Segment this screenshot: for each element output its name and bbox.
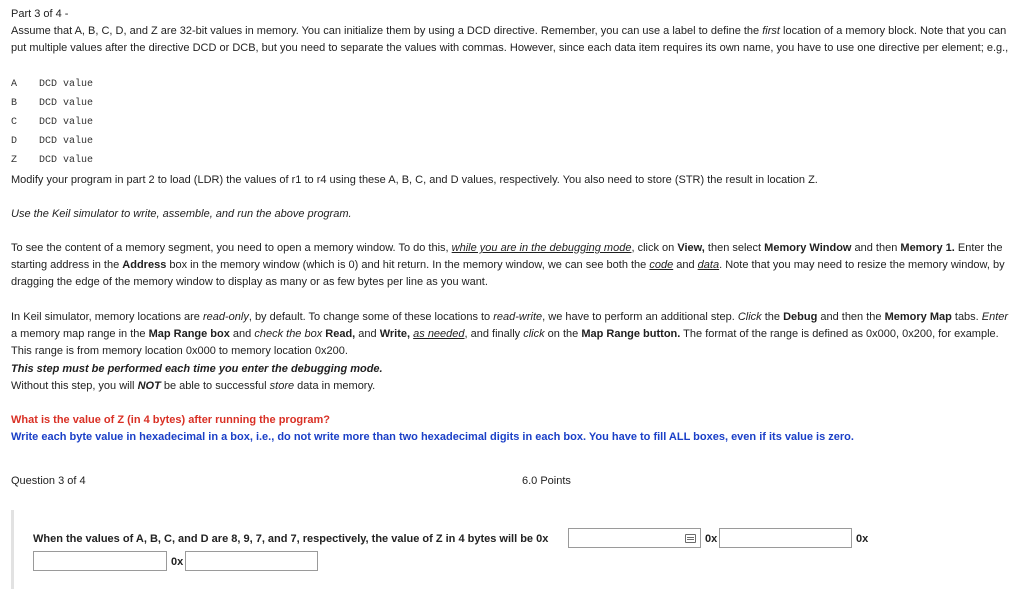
keyboard-icon[interactable] (685, 534, 696, 543)
question-number: Question 3 of 4 (11, 475, 86, 487)
byte-input-1[interactable] (568, 528, 701, 548)
hex-prefix: 0x (856, 533, 869, 545)
question-prompt: What is the value of Z (in 4 bytes) after running the program? (11, 414, 331, 426)
code-line: B DCD value (11, 98, 94, 109)
memory-map-paragraph: In Keil simulator, memory locations are read-only, by default. To change some of these locations to read-write, we have to perform an additional step. Click the Debug and then the Memory Map tabs. Enter a memory map range in the Map Range box and check the box Read, and Write, as needed, and finally click on the Map Range button. The format of the range is defined as 0x000, 0x200, for example. This range is from memory location 0x000 to memory location 0x200. (11, 311, 1009, 357)
keil-instruction: Use the Keil simulator to write, assemble, and run the above program. (11, 208, 352, 220)
step-note: This step must be performed each time you enter the debugging mode. (11, 363, 383, 375)
byte-input-2[interactable] (719, 528, 852, 548)
byte-input-3[interactable] (33, 551, 167, 571)
code-line: A DCD value (11, 79, 94, 90)
answer-instructions: Write each byte value in hexadecimal in a box, i.e., do not write more than two hexadecimal digits in each box. You have to fill ALL boxes, even if its value is zero. (11, 431, 854, 443)
answer-prompt: When the values of A, B, C, and D are 8, 9, 7, and 7, respectively, the value of Z in 4 bytes will be 0x (33, 533, 549, 545)
code-line: C DCD value (11, 117, 94, 128)
code-line: Z DCD value (11, 155, 94, 166)
code-line: D DCD value (11, 136, 94, 147)
intro-paragraph: Assume that A, B, C, D, and Z are 32-bit values in memory. You can initialize them by using a DCD directive. Remember, you can use a label to define the first location of a memory block. Note that you can put multiple values after the directive DCD or DCB, but you need to separate the values with commas. However, since each data item requires its own name, you have to use one directive per element; e.g., (11, 25, 1009, 54)
memory-window-paragraph: To see the content of a memory segment, you need to open a memory window. To do this, while you are in the debugging mode, click on View, then select Memory Window and then Memory 1. Enter the starting address in the Address box in the memory window (which is 0) and hit return. In the memory window, we can see both the code and data. Note that you may need to resize the memory window, by dragging the edge of the memory window to display as many or as few bytes per line as you want. (11, 242, 1005, 288)
modify-instruction: Modify your program in part 2 to load (LDR) the values of r1 to r4 using these A, B, C, and D values, respectively. You also need to store (STR) the result in location Z. (11, 174, 818, 186)
answer-panel (11, 510, 1014, 589)
byte-input-4[interactable] (185, 551, 318, 571)
hex-prefix: 0x (171, 556, 184, 568)
part-header: Part 3 of 4 - (11, 8, 69, 20)
hex-prefix: 0x (705, 533, 718, 545)
points-value: 6.0 Points (522, 475, 571, 487)
without-step-note: Without this step, you will NOT be able to successful store data in memory. (11, 380, 376, 392)
